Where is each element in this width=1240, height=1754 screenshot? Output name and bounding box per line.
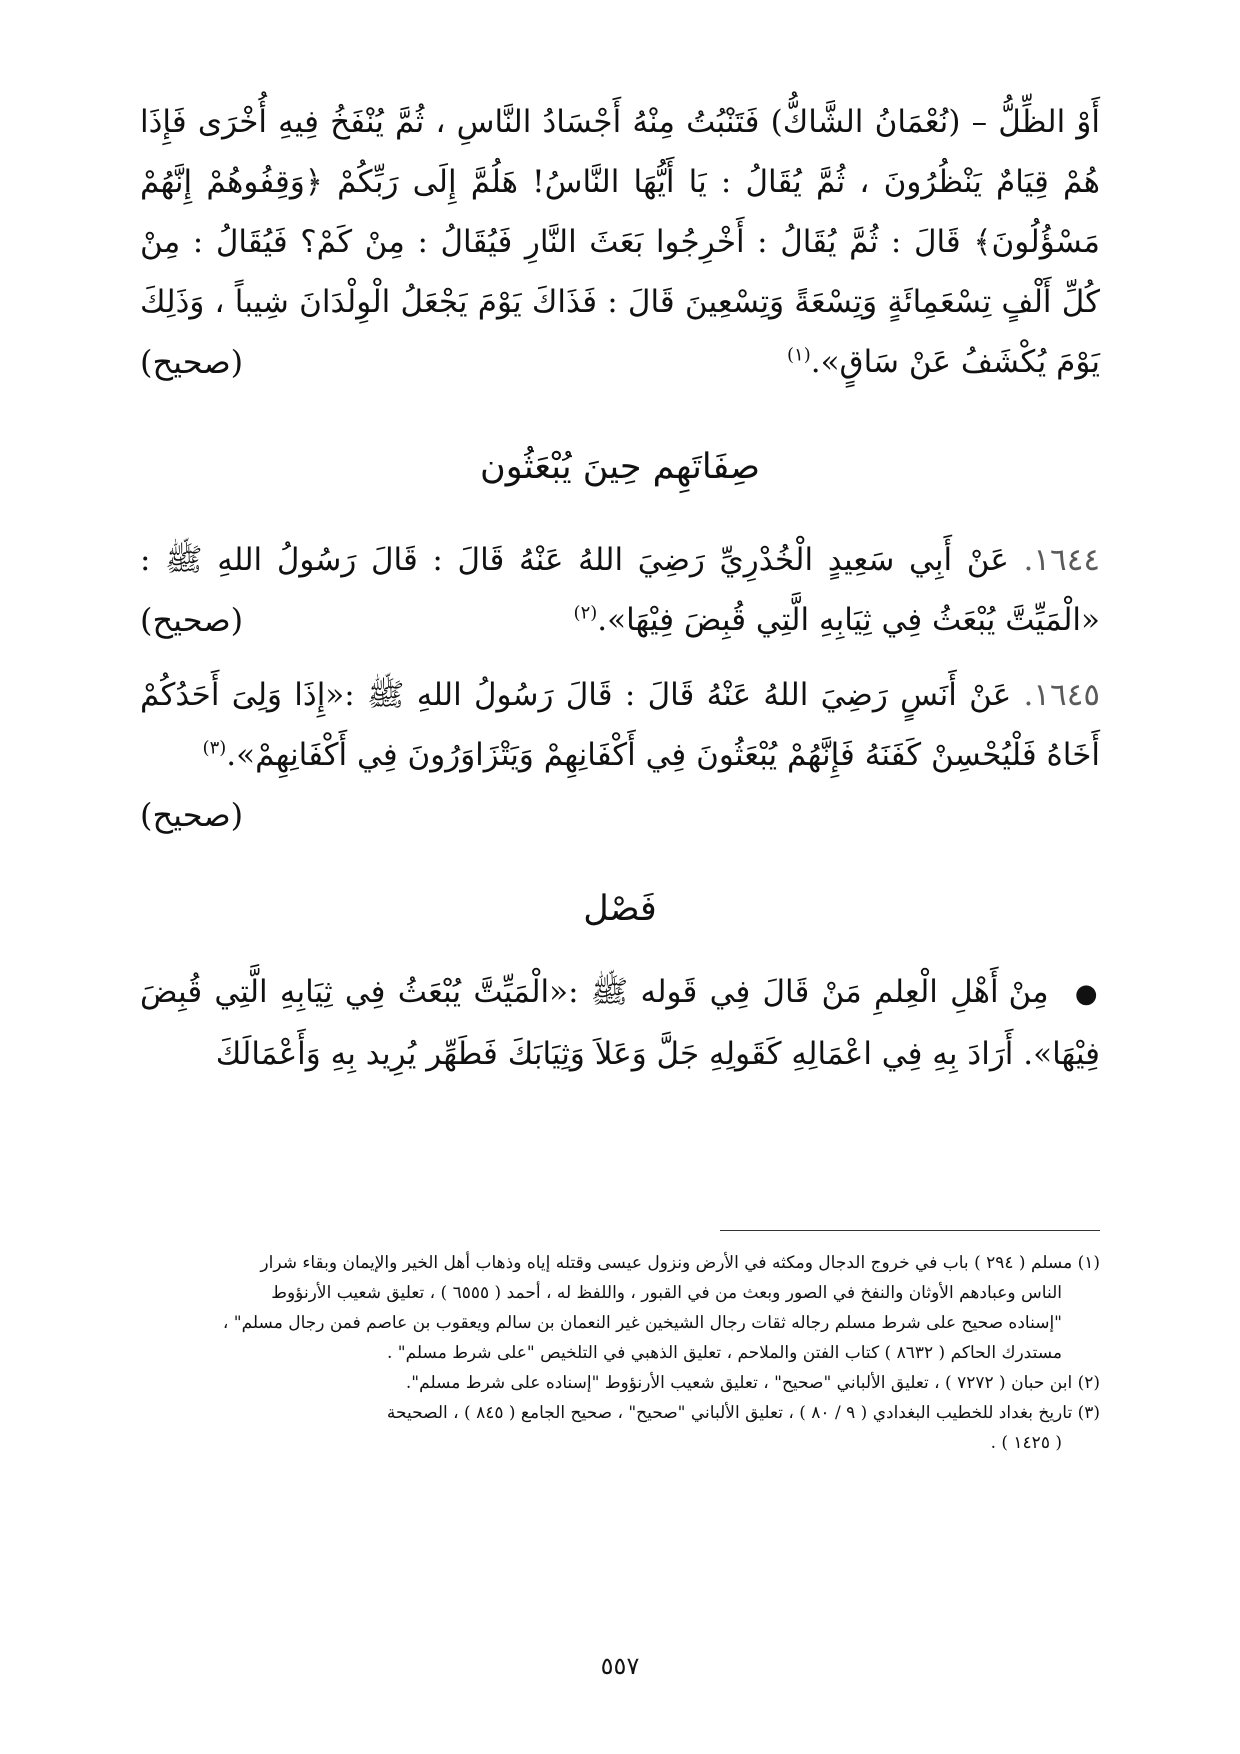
footnote-ref-1[interactable]: (١) (786, 344, 811, 366)
top-passage-body: أَوْ الظِّلُّ – (نُعْمَانُ الشَّاكُّ) فَتَنْبُتُ مِنْهُ أَجْسَادُ النَّاسِ ، ثُمَّ يُنْفَخُ فِيهِ أُخْرَى فَإِذَا هُمْ قِيَامٌ يَنْظُرُونَ ، ثُمَّ يُقَالُ : يَا أَيُّهَا النَّاسُ! هَلُمَّ إِلَى رَبِّكُمْ ﴿وَقِفُوهُمْ إِنَّهُمْ مَسْؤُلُونَ﴾ قَالَ : ثُمَّ يُقَالُ : أَخْرِجُوا بَعَثَ النَّارِ فَيُقَالُ : مِنْ كَمْ؟ فَيُقَالُ : مِنْ كُلِّ أَلْفٍ تِسْعَمِائَةٍ وَتِسْعَةً وَتِسْعِينَ قَالَ : فَذَاكَ يَوْمَ يَجْعَلُ الْوِلْدَانَ شِيباً ، وَذَلِكَ يَوْمَ يُكْشَفُ عَنْ سَاقٍ». (140, 104, 1100, 380)
footnote-2 (140, 1368, 1100, 1398)
footnote-ref-2[interactable]: (٢) (573, 602, 598, 624)
fasl-body: مِنْ أَهْلِ الْعِلمِ مَنْ قَالَ فِي قَوله ﷺ :«الْمَيِّتَّ يُبْعَثُ فِي ثِيَابِهِ الَّتِي قُبِضَ فِيْهَا». أَرَادَ بِهِ فِي اعْمَالِهِ كَقَولِهِ جَلَّ وَعَلاَ وَثِيَابَكَ فَطَهِّر يُرِيد بِهِ وَأَعْمَالَكَ (140, 974, 1100, 1072)
footnote-line: (١) مسلم ( ٢٩٤ ) باب في خروج الدجال ومكثه في الأرض ونزول عيسى وقتله إياه وذهاب أهل الخير والإيمان وبقاء شرار (260, 1253, 1100, 1273)
top-passage-text (140, 92, 1100, 392)
hadith-body: عَنْ أَنَسٍ رَضِيَ اللهُ عَنْهُ قَالَ : قَالَ رَسُولُ اللهِ ﷺ :«إِذَا وَلِىَ أَحَدُكُمْ أَخَاهُ فَلْيُحْسِنْ كَفَنَهُ فَإِنَّهُمْ يُبْعَثُونَ فِي أَكْفَانِهِمْ وَيَتْزَاوَرُونَ فِي أَكْفَانِهِمْ». (140, 677, 1100, 773)
footnote-ref-3[interactable]: (٣) (202, 737, 227, 759)
hadith-number: ١٦٤٥. (1023, 677, 1100, 713)
footnote-line: الناس وعبادهم الأوثان والنفخ في الصور وبعث من في القبور ، واللفظ له ، أحمد ( ٦٥٥٥ ) ، تعليق شعيب الأرنؤوط (271, 1283, 1062, 1303)
page-number: ٥٥٧ (600, 1652, 640, 1680)
footnote-line: مستدرك الحاكم ( ٨٦٣٢ ) كتاب الفتن والملاحم ، تعليق الذهبي في التلخيص "على شرط مسلم" . (386, 1343, 1062, 1363)
footnote-divider (720, 1230, 1100, 1231)
section-heading: صِفَاتَهِم حِينَ يُبْعَثُون (480, 447, 760, 487)
footnote-3 (140, 1398, 1100, 1458)
grade-label: (صحيح) (140, 343, 244, 381)
hadith-1644-text (140, 530, 1100, 650)
fasl-text (140, 962, 1100, 1084)
hadith-1645-text (140, 665, 1100, 834)
grade-label: (صحيح) (140, 601, 244, 639)
top-passage (140, 92, 1100, 392)
fasl-passage (140, 962, 1100, 1084)
footnote-1 (140, 1248, 1100, 1368)
hadith-number: ١٦٤٤. (1023, 542, 1100, 578)
bullet-icon: ● (1074, 979, 1101, 1009)
hadith-body: عَنْ أَبِي سَعِيدٍ الْخُدْرِيِّ رَضِيَ اللهُ عَنْهُ قَالَ : قَالَ رَسُولُ اللهِ ﷺ : «الْمَيِّتَّ يُبْعَثُ فِي ثِيَابِهِ الَّتِي قُبِضَ فِيْهَا». (140, 542, 1100, 638)
footnote-line: ( ١٤٢٥ ) . (990, 1433, 1062, 1453)
fasl-heading: فَصْل (583, 889, 657, 929)
footnotes (140, 1248, 1100, 1458)
footnote-line: (٣) تاريخ بغداد للخطيب البغدادي ( ٩ / ٨٠ ) ، تعليق الألباني "صحيح" ، صحيح الجامع ( ٨٤٥ ) ، الصحيحة (386, 1403, 1100, 1423)
footnote-line: (٢) ابن حبان ( ٧٢٧٢ ) ، تعليق الألباني "صحيح" ، تعليق شعيب الأرنؤوط "إسناده على شرط مسلم". (405, 1373, 1100, 1393)
footnote-line: "إسناده صحيح على شرط مسلم رجاله ثقات رجال الشيخين غير النعمان بن سالم ويعقوب بن عاصم فمن رجال مسلم" ، (222, 1313, 1062, 1333)
hadith-1645 (140, 665, 1100, 845)
grade-label: (صحيح) (140, 796, 244, 834)
hadith-1644 (140, 530, 1100, 650)
